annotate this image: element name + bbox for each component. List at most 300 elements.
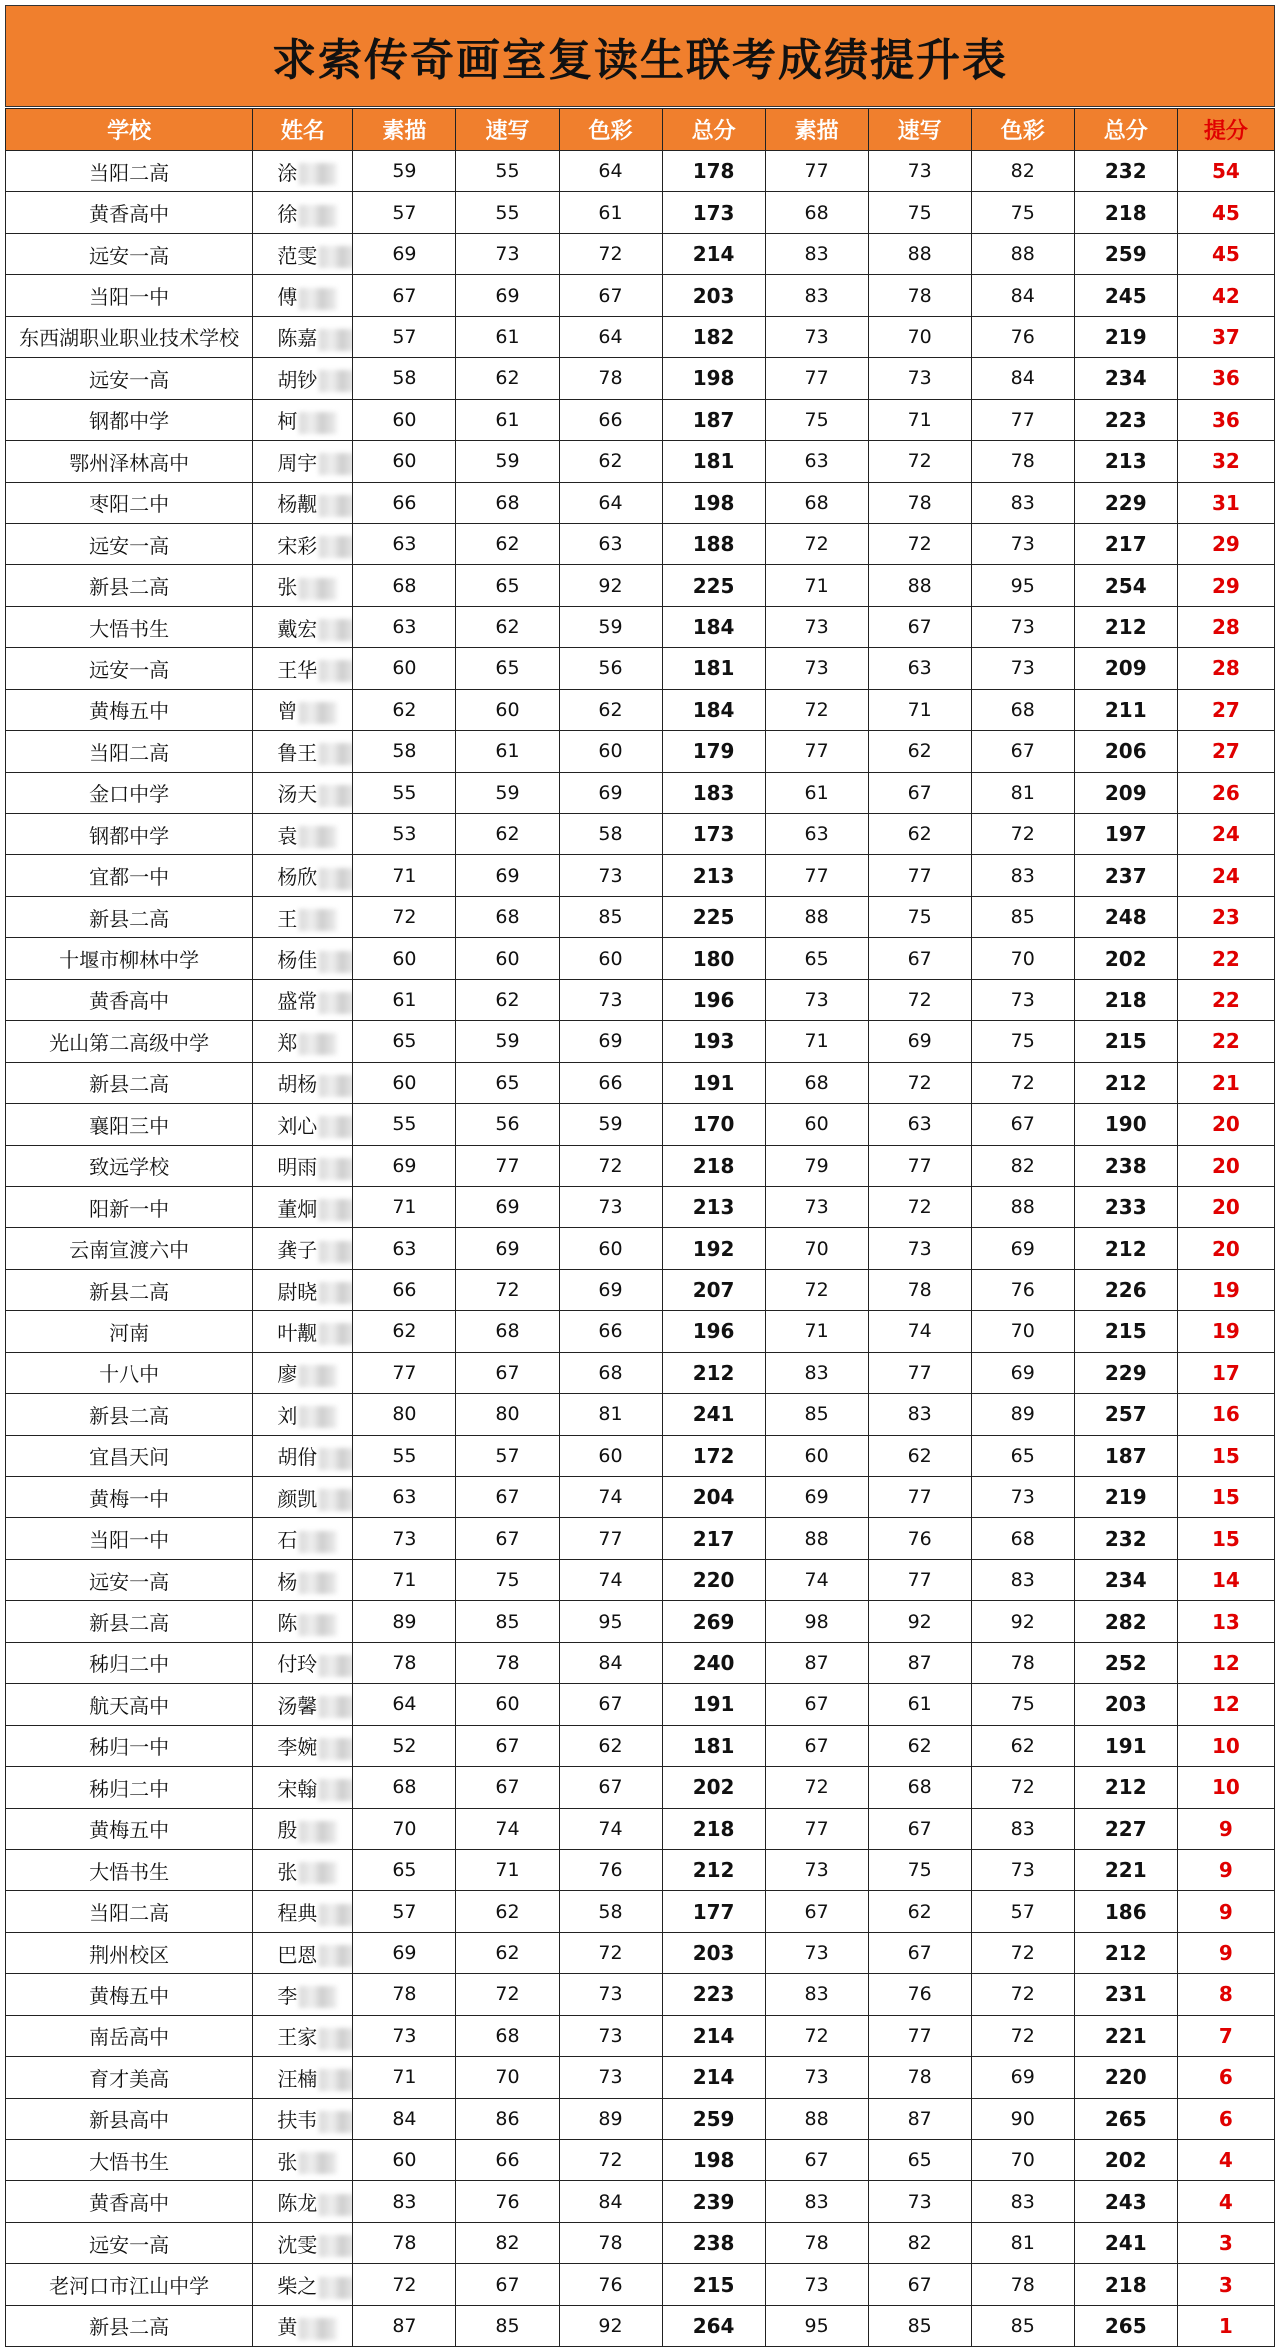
table-row — [6, 731, 1275, 772]
quick-sketch-before-cell: 71 — [456, 1849, 559, 1890]
name-redaction-blur — [299, 288, 337, 310]
color-before-cell: 69 — [559, 1021, 662, 1062]
gain-cell: 16 — [1177, 1394, 1274, 1435]
school-cell: 河南 — [6, 1311, 253, 1352]
sketch-before-cell: 55 — [353, 1435, 456, 1476]
student-name-visible: 陈 — [277, 1611, 298, 1636]
table-row — [6, 606, 1275, 647]
color-before-cell: 77 — [559, 1518, 662, 1559]
quick-sketch-after-cell: 77 — [868, 1352, 971, 1393]
name-cell — [253, 1311, 353, 1352]
total-after-cell: 254 — [1074, 565, 1177, 606]
student-name-visible: 张 — [277, 575, 298, 600]
school-cell: 十堰市柳林中学 — [6, 938, 253, 979]
gain-cell: 20 — [1177, 1186, 1274, 1227]
quick-sketch-after-cell: 87 — [868, 2098, 971, 2139]
total-before-cell: 241 — [662, 1394, 765, 1435]
gain-cell: 23 — [1177, 896, 1274, 937]
color-before-cell: 61 — [559, 192, 662, 233]
name-redaction-blur — [319, 536, 353, 558]
gain-cell: 10 — [1177, 1767, 1274, 1808]
quick-sketch-after-cell: 65 — [868, 2140, 971, 2181]
table-row — [6, 1311, 1275, 1352]
name-cell — [253, 1145, 353, 1186]
sketch-after-cell: 83 — [765, 275, 868, 316]
gain-cell: 12 — [1177, 1642, 1274, 1683]
student-name-visible: 杨欣 — [277, 865, 318, 890]
student-name-visible: 汤馨 — [277, 1693, 318, 1718]
school-cell: 大悟书生 — [6, 2140, 253, 2181]
gain-cell: 14 — [1177, 1559, 1274, 1600]
student-name-visible: 戴宏 — [277, 616, 318, 641]
name-redaction-blur — [299, 2318, 337, 2340]
name-redaction-blur — [319, 660, 353, 682]
sketch-before-cell: 78 — [353, 2222, 456, 2263]
school-cell: 远安一高 — [6, 523, 253, 564]
color-before-cell: 60 — [559, 938, 662, 979]
sketch-before-cell: 67 — [353, 275, 456, 316]
sketch-after-cell: 73 — [765, 316, 868, 357]
gain-cell: 24 — [1177, 855, 1274, 896]
color-after-cell: 85 — [971, 2305, 1074, 2346]
school-cell: 新县高中 — [6, 2098, 253, 2139]
quick-sketch-after-cell: 78 — [868, 275, 971, 316]
total-before-cell: 207 — [662, 1269, 765, 1310]
total-after-cell: 238 — [1074, 1145, 1177, 1186]
column-header-gain: 提分 — [1177, 109, 1274, 151]
school-cell: 黄梅一中 — [6, 1477, 253, 1518]
quick-sketch-after-cell: 73 — [868, 1228, 971, 1269]
color-before-cell: 74 — [559, 1477, 662, 1518]
table-row — [6, 192, 1275, 233]
sketch-after-cell: 83 — [765, 233, 868, 274]
name-redaction-blur — [299, 1406, 337, 1428]
gain-cell: 7 — [1177, 2015, 1274, 2056]
quick-sketch-after-cell: 78 — [868, 2057, 971, 2098]
student-name-visible: 李 — [277, 1983, 298, 2008]
color-after-cell: 69 — [971, 1228, 1074, 1269]
name-cell — [253, 482, 353, 523]
table-row — [6, 2057, 1275, 2098]
table-row — [6, 772, 1275, 813]
name-cell — [253, 1849, 353, 1890]
sketch-before-cell: 77 — [353, 1352, 456, 1393]
total-before-cell: 173 — [662, 192, 765, 233]
total-after-cell: 219 — [1074, 316, 1177, 357]
color-before-cell: 78 — [559, 2222, 662, 2263]
sketch-before-cell: 63 — [353, 1477, 456, 1518]
sketch-after-cell: 78 — [765, 2222, 868, 2263]
quick-sketch-before-cell: 85 — [456, 2305, 559, 2346]
total-after-cell: 218 — [1074, 979, 1177, 1020]
total-before-cell: 184 — [662, 689, 765, 730]
name-redaction-blur — [299, 412, 337, 434]
sketch-after-cell: 72 — [765, 1269, 868, 1310]
table-row — [6, 855, 1275, 896]
total-after-cell: 218 — [1074, 2264, 1177, 2305]
name-redaction-blur — [319, 2235, 353, 2257]
color-before-cell: 89 — [559, 2098, 662, 2139]
gain-cell: 19 — [1177, 1269, 1274, 1310]
total-after-cell: 265 — [1074, 2098, 1177, 2139]
table-row — [6, 1559, 1275, 1600]
color-after-cell: 72 — [971, 1974, 1074, 2015]
quick-sketch-before-cell: 61 — [456, 731, 559, 772]
name-redaction-blur — [319, 329, 353, 351]
column-header-color-after: 色彩 — [971, 109, 1074, 151]
total-before-cell: 218 — [662, 1145, 765, 1186]
total-before-cell: 188 — [662, 523, 765, 564]
quick-sketch-before-cell: 68 — [456, 2015, 559, 2056]
quick-sketch-after-cell: 63 — [868, 1104, 971, 1145]
table-row — [6, 565, 1275, 606]
quick-sketch-before-cell: 67 — [456, 1725, 559, 1766]
sketch-before-cell: 58 — [353, 731, 456, 772]
table-row — [6, 1808, 1275, 1849]
student-name-visible: 尉晓 — [277, 1279, 318, 1304]
student-name-visible: 袁 — [277, 823, 298, 848]
color-before-cell: 58 — [559, 814, 662, 855]
sketch-after-cell: 69 — [765, 1477, 868, 1518]
color-before-cell: 72 — [559, 2140, 662, 2181]
total-before-cell: 177 — [662, 1891, 765, 1932]
name-redaction-blur — [299, 1033, 337, 1055]
school-cell: 当阳二高 — [6, 1891, 253, 1932]
table-row — [6, 1186, 1275, 1227]
name-cell — [253, 1725, 353, 1766]
name-cell — [253, 979, 353, 1020]
color-after-cell: 83 — [971, 1808, 1074, 1849]
color-after-cell: 81 — [971, 772, 1074, 813]
sketch-after-cell: 77 — [765, 151, 868, 192]
total-after-cell: 259 — [1074, 233, 1177, 274]
school-cell: 远安一高 — [6, 648, 253, 689]
name-cell — [253, 151, 353, 192]
gain-cell: 22 — [1177, 938, 1274, 979]
student-name-visible: 鲁王 — [277, 740, 318, 765]
color-after-cell: 73 — [971, 1477, 1074, 1518]
sketch-before-cell: 55 — [353, 772, 456, 813]
student-name-visible: 汤天 — [277, 782, 318, 807]
school-cell: 远安一高 — [6, 2222, 253, 2263]
total-before-cell: 191 — [662, 1684, 765, 1725]
name-redaction-blur — [319, 951, 353, 973]
total-before-cell: 202 — [662, 1767, 765, 1808]
total-before-cell: 187 — [662, 399, 765, 440]
gain-cell: 4 — [1177, 2140, 1274, 2181]
school-cell: 荆州校区 — [6, 1932, 253, 1973]
sketch-after-cell: 72 — [765, 523, 868, 564]
sketch-before-cell: 57 — [353, 192, 456, 233]
name-redaction-blur — [299, 909, 337, 931]
sketch-after-cell: 68 — [765, 482, 868, 523]
total-before-cell: 239 — [662, 2181, 765, 2222]
sketch-before-cell: 78 — [353, 1974, 456, 2015]
color-after-cell: 69 — [971, 2057, 1074, 2098]
gain-cell: 19 — [1177, 1311, 1274, 1352]
sketch-before-cell: 53 — [353, 814, 456, 855]
total-before-cell: 178 — [662, 151, 765, 192]
student-name-visible: 刘 — [277, 1403, 298, 1428]
name-cell — [253, 2264, 353, 2305]
gain-cell: 28 — [1177, 648, 1274, 689]
gain-cell: 3 — [1177, 2264, 1274, 2305]
student-name-visible: 程典 — [277, 1901, 318, 1926]
sketch-before-cell: 58 — [353, 358, 456, 399]
quick-sketch-before-cell: 59 — [456, 441, 559, 482]
gain-cell: 45 — [1177, 192, 1274, 233]
name-redaction-blur — [319, 1696, 353, 1718]
name-redaction-blur — [319, 619, 353, 641]
color-before-cell: 69 — [559, 772, 662, 813]
quick-sketch-before-cell: 67 — [456, 2264, 559, 2305]
name-cell — [253, 1932, 353, 1973]
color-after-cell: 73 — [971, 523, 1074, 564]
name-cell — [253, 1684, 353, 1725]
total-before-cell: 213 — [662, 855, 765, 896]
table-body — [6, 151, 1275, 2347]
school-cell: 鄂州泽林高中 — [6, 441, 253, 482]
color-before-cell: 72 — [559, 1145, 662, 1186]
total-after-cell: 218 — [1074, 192, 1177, 233]
quick-sketch-before-cell: 65 — [456, 1062, 559, 1103]
quick-sketch-before-cell: 76 — [456, 2181, 559, 2222]
total-before-cell: 238 — [662, 2222, 765, 2263]
color-after-cell: 78 — [971, 2264, 1074, 2305]
student-name-visible: 王家 — [277, 2025, 318, 2050]
page-title: 求索传奇画室复读生联考成绩提升表 — [272, 35, 1008, 86]
color-after-cell: 88 — [971, 233, 1074, 274]
name-cell — [253, 1559, 353, 1600]
sketch-after-cell: 98 — [765, 1601, 868, 1642]
total-after-cell: 227 — [1074, 1808, 1177, 1849]
table-row — [6, 1725, 1275, 1766]
table-row — [6, 1684, 1275, 1725]
total-after-cell: 252 — [1074, 1642, 1177, 1683]
quick-sketch-after-cell: 82 — [868, 2222, 971, 2263]
name-cell — [253, 689, 353, 730]
quick-sketch-after-cell: 62 — [868, 1891, 971, 1932]
total-before-cell: 218 — [662, 1808, 765, 1849]
gain-cell: 45 — [1177, 233, 1274, 274]
name-cell — [253, 2222, 353, 2263]
sketch-before-cell: 57 — [353, 316, 456, 357]
table-row — [6, 482, 1275, 523]
school-cell: 航天高中 — [6, 1684, 253, 1725]
total-after-cell: 265 — [1074, 2305, 1177, 2346]
column-header-name: 姓名 — [253, 109, 353, 151]
quick-sketch-after-cell: 67 — [868, 606, 971, 647]
table-row — [6, 814, 1275, 855]
quick-sketch-before-cell: 60 — [456, 938, 559, 979]
quick-sketch-before-cell: 67 — [456, 1767, 559, 1808]
sketch-after-cell: 73 — [765, 606, 868, 647]
student-name-visible: 付玲 — [277, 1652, 318, 1677]
color-after-cell: 81 — [971, 2222, 1074, 2263]
table-row — [6, 1104, 1275, 1145]
color-after-cell: 72 — [971, 814, 1074, 855]
column-header-quick-sketch-before: 速写 — [456, 109, 559, 151]
total-after-cell: 245 — [1074, 275, 1177, 316]
quick-sketch-after-cell: 62 — [868, 731, 971, 772]
quick-sketch-after-cell: 75 — [868, 192, 971, 233]
gain-cell: 36 — [1177, 399, 1274, 440]
total-before-cell: 181 — [662, 441, 765, 482]
sketch-after-cell: 70 — [765, 1228, 868, 1269]
table-row — [6, 689, 1275, 730]
name-cell — [253, 1477, 353, 1518]
name-cell — [253, 233, 353, 274]
gain-cell: 9 — [1177, 1891, 1274, 1932]
color-before-cell: 66 — [559, 1062, 662, 1103]
color-after-cell: 72 — [971, 1062, 1074, 1103]
name-redaction-blur — [319, 1158, 353, 1180]
quick-sketch-after-cell: 62 — [868, 1435, 971, 1476]
student-name-visible: 柴之 — [277, 2274, 318, 2299]
school-cell: 当阳二高 — [6, 731, 253, 772]
sketch-before-cell: 71 — [353, 1186, 456, 1227]
quick-sketch-before-cell: 62 — [456, 814, 559, 855]
name-cell — [253, 731, 353, 772]
color-after-cell: 73 — [971, 606, 1074, 647]
color-before-cell: 68 — [559, 1352, 662, 1393]
total-before-cell: 170 — [662, 1104, 765, 1145]
sketch-after-cell: 88 — [765, 2098, 868, 2139]
name-cell — [253, 855, 353, 896]
sketch-before-cell: 62 — [353, 689, 456, 730]
sketch-before-cell: 63 — [353, 606, 456, 647]
gain-cell: 15 — [1177, 1435, 1274, 1476]
total-after-cell: 229 — [1074, 482, 1177, 523]
sketch-after-cell: 73 — [765, 1932, 868, 1973]
quick-sketch-before-cell: 72 — [456, 1974, 559, 2015]
table-row — [6, 1435, 1275, 1476]
total-before-cell: 191 — [662, 1062, 765, 1103]
total-before-cell: 225 — [662, 896, 765, 937]
quick-sketch-after-cell: 76 — [868, 1518, 971, 1559]
name-redaction-blur — [319, 1199, 353, 1221]
name-redaction-blur — [319, 785, 353, 807]
sketch-before-cell: 84 — [353, 2098, 456, 2139]
gain-cell: 12 — [1177, 1684, 1274, 1725]
quick-sketch-after-cell: 75 — [868, 1849, 971, 1890]
sketch-before-cell: 60 — [353, 648, 456, 689]
sketch-before-cell: 69 — [353, 1145, 456, 1186]
sketch-after-cell: 85 — [765, 1394, 868, 1435]
color-after-cell: 92 — [971, 1601, 1074, 1642]
total-before-cell: 198 — [662, 2140, 765, 2181]
total-after-cell: 234 — [1074, 358, 1177, 399]
total-after-cell: 212 — [1074, 606, 1177, 647]
sketch-after-cell: 63 — [765, 814, 868, 855]
total-after-cell: 197 — [1074, 814, 1177, 855]
quick-sketch-after-cell: 85 — [868, 2305, 971, 2346]
student-name-visible: 扶韦 — [277, 2108, 318, 2133]
title-banner — [5, 5, 1275, 107]
school-cell: 南岳高中 — [6, 2015, 253, 2056]
color-after-cell: 57 — [971, 1891, 1074, 1932]
color-before-cell: 73 — [559, 855, 662, 896]
student-name-visible: 胡杨 — [277, 1072, 318, 1097]
sketch-before-cell: 87 — [353, 2305, 456, 2346]
quick-sketch-before-cell: 57 — [456, 1435, 559, 1476]
name-redaction-blur — [299, 826, 337, 848]
name-cell — [253, 1767, 353, 1808]
school-cell: 新县二高 — [6, 565, 253, 606]
quick-sketch-after-cell: 74 — [868, 1311, 971, 1352]
school-cell: 金口中学 — [6, 772, 253, 813]
name-redaction-blur — [319, 1945, 353, 1967]
gain-cell: 31 — [1177, 482, 1274, 523]
quick-sketch-before-cell: 62 — [456, 1891, 559, 1932]
name-cell — [253, 2181, 353, 2222]
sketch-before-cell: 65 — [353, 1849, 456, 1890]
table-row — [6, 2222, 1275, 2263]
color-after-cell: 72 — [971, 1932, 1074, 1973]
student-name-visible: 董炯 — [277, 1196, 318, 1221]
student-name-visible: 龚子 — [277, 1238, 318, 1263]
school-cell: 新县二高 — [6, 1062, 253, 1103]
total-before-cell: 214 — [662, 233, 765, 274]
table-row — [6, 1932, 1275, 1973]
quick-sketch-after-cell: 73 — [868, 151, 971, 192]
sketch-after-cell: 73 — [765, 1849, 868, 1890]
name-cell — [253, 523, 353, 564]
total-before-cell: 204 — [662, 1477, 765, 1518]
table-row — [6, 1352, 1275, 1393]
quick-sketch-after-cell: 62 — [868, 1725, 971, 1766]
total-after-cell: 243 — [1074, 2181, 1177, 2222]
quick-sketch-before-cell: 68 — [456, 896, 559, 937]
sketch-after-cell: 72 — [765, 1767, 868, 1808]
student-name-visible: 王华 — [277, 657, 318, 682]
total-after-cell: 221 — [1074, 2015, 1177, 2056]
quick-sketch-before-cell: 65 — [456, 648, 559, 689]
student-name-visible: 刘心 — [277, 1113, 318, 1138]
quick-sketch-after-cell: 61 — [868, 1684, 971, 1725]
quick-sketch-after-cell: 67 — [868, 938, 971, 979]
color-after-cell: 62 — [971, 1725, 1074, 1766]
table-row — [6, 1767, 1275, 1808]
name-redaction-blur — [299, 2152, 337, 2174]
sketch-before-cell: 68 — [353, 1767, 456, 1808]
name-redaction-blur — [319, 2277, 353, 2299]
quick-sketch-after-cell: 72 — [868, 441, 971, 482]
quick-sketch-after-cell: 67 — [868, 1932, 971, 1973]
name-redaction-blur — [299, 1572, 337, 1594]
sketch-after-cell: 65 — [765, 938, 868, 979]
total-before-cell: 192 — [662, 1228, 765, 1269]
name-cell — [253, 358, 353, 399]
school-cell: 当阳二高 — [6, 151, 253, 192]
name-cell — [253, 1518, 353, 1559]
student-name-visible: 陈龙 — [277, 2191, 318, 2216]
student-name-visible: 胡佾 — [277, 1445, 318, 1470]
quick-sketch-before-cell: 67 — [456, 1518, 559, 1559]
student-name-visible: 傅 — [277, 285, 298, 310]
color-before-cell: 62 — [559, 689, 662, 730]
name-cell — [253, 1228, 353, 1269]
sketch-before-cell: 68 — [353, 565, 456, 606]
quick-sketch-after-cell: 77 — [868, 1559, 971, 1600]
sketch-before-cell: 73 — [353, 2015, 456, 2056]
quick-sketch-after-cell: 72 — [868, 523, 971, 564]
total-after-cell: 229 — [1074, 1352, 1177, 1393]
header-row — [6, 109, 1275, 151]
quick-sketch-before-cell: 69 — [456, 275, 559, 316]
quick-sketch-before-cell: 55 — [456, 192, 559, 233]
table-row — [6, 1145, 1275, 1186]
